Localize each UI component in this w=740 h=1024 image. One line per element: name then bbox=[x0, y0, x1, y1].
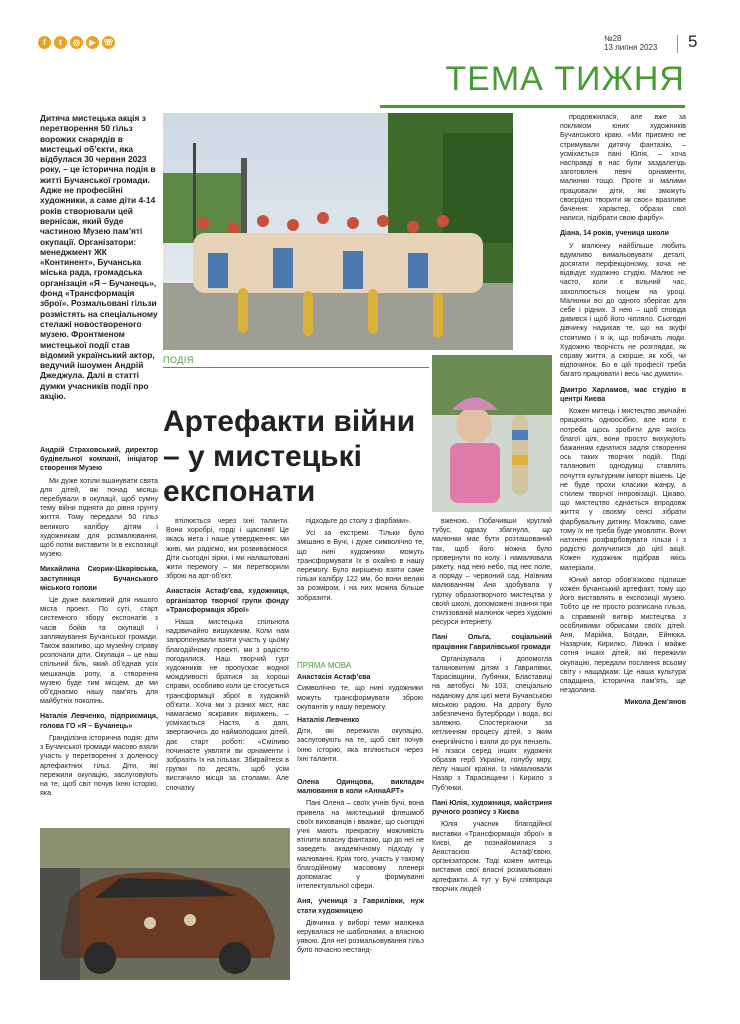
text-column-3b bbox=[297, 772, 424, 980]
paragraph: продовжилася, але вже за покликом юних художників Бучанського краю. «Ми приємно не стримували дитячу фантазію, – усміхається пані Юлія, – хоча насправді в нас були заздалегідь заготовлені певні орнаменти, малюнки тощо. Проте зі малими працювали діти, які зможуть своєрідно творити як своє» вразливе бачення: характер, образи свої написи, підібрати свою фарбу». bbox=[560, 113, 686, 223]
paragraph: Усі за екстремі. Тільки було змішано в Бучі, і дуже символічно те, що нині художники можуть трансформувати їх в охайно в нашу перемогу. Було вирішено взяти саме гільзи калібру 122 мм, бо вони великі за розміром, і на них можна більше зобразити. bbox=[297, 529, 424, 602]
category-rule bbox=[163, 367, 429, 368]
speaker-name: Андрій Страховський, директор будівельної компанії, ініціатор створення Музею bbox=[40, 446, 158, 473]
paragraph: Гранділізна історична подія: діти з Бучанської громади масово взяли участь у перетворенні з доленосу артефактних гільз. Діти, які пережили окупацію, заслуговують на те, щоб світ почув їхню історію, яка bbox=[40, 733, 158, 798]
issue-info bbox=[604, 34, 657, 52]
burnt-car-photo bbox=[40, 828, 290, 980]
paragraph: Це дуже важливий для нашого міста проект. По суті, старт системного збору експонатів з часів бойів та окупації і заплямування Бучанської громади. Також важливо, що музейну справу розпочали діти. Окупація – це наш спільний біль, який об’єднав усіх мешканців ропу, а створення музею буде тим місцем, де ми об’єднаємо нашу пам’ять для майбутніх поколінь. bbox=[40, 596, 158, 706]
instagram-icon[interactable]: ◎ bbox=[70, 36, 83, 49]
text-column-3 bbox=[297, 517, 424, 657]
speaker-name: Пані Ольга, соціальний працівник Гаврилівської громади bbox=[432, 633, 552, 651]
paragraph: вженою. Побачивши круглий тубус, одразу збагнула, що малюнки має бути розташований так, щоб його можна було провернути по колу. І намалювала ракету, над нею небо, під неє поле, а поряду – червоний сад. Наївним малюванням Аня здобувала у гуртку образотворчого мистецтва у своїй школі, допоможені знання при стилізованій малюнок через художні ресурси інтернету. bbox=[432, 517, 552, 627]
paragraph: Кожен митець і мистецтво звичайні працюють одноосібно, але коли є потреба щось зробити для якоїсь благої цілі, вони просто вихукують бажанням єднатися задля створення ось таких творчих подій. Поді талановиті однодумці ставлять почуття культурним імпорт вішень. Це не буде прохи класики жанру, а стилем творчої інпровізації. Цікаво, що мистецтво єднається впродовж життя у своєму сенсі зібрати фарбувальну дитину. Можливо, саме тому їх не треба буде умовляти. Вони натхнені розфарбовувати гільзи і з радістю долучилися до цієї акції. Кожен художник підібрав якісь матеріали. bbox=[560, 407, 686, 572]
quote-box bbox=[297, 661, 423, 768]
youtube-icon[interactable]: ▶ bbox=[86, 36, 99, 49]
speaker-name: Наталія Левченко, підприємиця, голова ГО «Я – Бучанець» bbox=[40, 712, 158, 730]
issue-number: №28 bbox=[604, 34, 622, 43]
quote-text: Діти, які пережили окупацію, заслуговують на те, щоб світ почув їхню історію, яка втілюється через їхні таланти. bbox=[297, 727, 423, 763]
article-headline: Артефакти війни – у мистецькі експонати bbox=[163, 405, 416, 508]
paragraph: Юлія учасник благодійної виставки «Трансформація зброї» в Києві, де познайомилася з Анастасією Астаф’євою, організатором. Тоді кожен митець виставив свої власні розмальовані артефакти. А тут у Бучі співпраця творчих людей bbox=[432, 820, 552, 893]
viber-icon[interactable]: ☏ bbox=[103, 38, 114, 47]
paragraph: підходьте до столу з фарбами». bbox=[306, 517, 411, 525]
text-column-2 bbox=[166, 517, 289, 825]
speaker-name: Пані Юлія, художниця, майстриня ручного розпису з Києва bbox=[432, 798, 552, 817]
facebook-icon[interactable]: f bbox=[38, 36, 51, 49]
speaker-name: Михайлина Скорик-Шкарівська, заступниця Бучанського міського голови bbox=[40, 565, 158, 592]
child-painting-photo bbox=[432, 355, 552, 512]
section-rule bbox=[380, 105, 685, 108]
lead-paragraph: Дитяча мистецька акція з перетворення 50 гільз ворожих снарядів в мистецькі об’єкти, яка відбулася 30 червня 2023 року, – це історична подія в житті Бучанської громади. Адже не професійні художники, а саме діти 4-14 років створювали цей вернісаж, який буде частиною Музею пам’яті окупації. Організатори: менеджмент ЖК «Континент», Бучанська міська рада, громадська організація «Я – Бучанець», фонд «Трансформація зброї». Розмальовані гільзи розмістять на спеціальному стелажі новоствореного музею. Фронтменом мистецької події став відомий український актор, ведучий ішоумен Андрій Джеджула. Далі в статті думки учасників події про акцію. bbox=[40, 113, 158, 402]
paragraph: У малюнку найбільше любить вдумливо вимальовувати деталі, досягати перфекціонізму, хоча не відвідує художню студію. Малює не часто, коли є вільний час, захоплюється тихцем на уроці. Малюнки всі до одного зберігає для себе і рідних. З нею – щоб сповіда дивився і щоб його чіпляло. Сьогодні дівчинку надихав те, що на зкуфі стоятимо і я ік, що побачать люди. Художню творчість не розглядає, як справу життя, а скорше, як хобі, чи відпочинок. Бо в цій професії треба багато працювати і весь час думати». bbox=[560, 241, 686, 379]
page-number: 5 bbox=[688, 32, 698, 51]
paragraph: втілюється через їхні таланти. Вони хоробрі, горді і щасливі! Це якась мета і наше утвердження: ми живі, ми радіємо, ми розвиваємося. Діти сьогодні зірки, і ми налаштовані жити перемогу – ми перетворили зброю на арт-об’єкт. bbox=[166, 517, 289, 581]
speaker-name: Діана, 14 років, учениця школи bbox=[560, 229, 670, 238]
group-photo bbox=[163, 113, 513, 350]
text-column-5 bbox=[560, 113, 686, 980]
quote-author: Анастасія Астаф’єва bbox=[297, 673, 371, 682]
paragraph: Пані Олена – своїх учнів бучі, вона привела на мистецький флешмоб своїх вихованців і вважає, що сьогодні учні мають прекрасну можливість втілити власну фантазію, що до неї не заведеть академічному підходу у малюванні. Крім того, участь у такому благодійному масовому пленері допомагає у формуванні інтелектуальної сфери. bbox=[297, 799, 424, 891]
text-column-4 bbox=[432, 517, 552, 980]
paragraph: Дівчинка у виборі теми малюнка керувалася не шаблонами, а власною уявою. Для неї розмальовування гільз було почасно нестанд- bbox=[297, 918, 424, 955]
speaker-name: Дмитро Харламов, має студію в центрі Києва bbox=[560, 385, 686, 403]
speaker-name: Олена Одинцова, викладач малювання в коли «АннаАРТ» bbox=[297, 778, 424, 796]
author-signature: Микола Дем’янов bbox=[624, 698, 686, 707]
speaker-name: Аня, учениця з Гаврилівки, нуж стати художницею bbox=[297, 897, 424, 915]
quote-text: Символічно те, що нині художники можуть трансформувати зброю окупантів у нашу перемогу. bbox=[297, 684, 423, 711]
paragraph: Наша мистецька спільнота надзвичайно вишуканим. Коли нам запропонували взяти участь у цьому благодійному проекті, ми з радістю погодилися. Наш творчий гурт художників не пропускає жодної мождливості братися за хороші справи, особливо коли це стосується трансформації зброї в художній об’єкти. Хоча ми з різних міст, нас намагаємо яскравих виражень, – усміхається Настя, а далі, звертаючись до наймолодших дітей, дає старт роботі: «Сміливо починаєте уявляти ви орнаменти і зобразіть їх на гільзах. Збирайтеся в групки по десять, щоб усім вистачило місця за столами. Але спочатку bbox=[166, 618, 289, 792]
section-title: ТЕМА ТИЖНЯ bbox=[445, 60, 685, 98]
divider bbox=[677, 35, 678, 53]
article-category: ПОДІЯ bbox=[163, 355, 194, 365]
quote-title: ПРЯМА МОВА bbox=[297, 661, 352, 670]
paragraph: Організувала і допомогла талановитим дітям з Гаврилівки, Тарасівщини, Лубянки, Бластавиці на автобусі №103, спеціально наданому для цієї мети Бучанською міською радою. На дорогу було забезпечено бутерброди і вода, всі залежно. Спостерігаючи за кетлинням процесу дітей, з яким енергійністю і взяли до рук пензель. Ні пізаси серед інших художніх образів герб України, голубу міру, лелу нашої країни. Із намалювали Назар з Тарасівщини і Кирило з Пуб’янки. bbox=[432, 654, 552, 792]
issue-date: 13 липня 2023 bbox=[604, 43, 658, 52]
speaker-name: Анастасія Астаф’єва, художниця, організатор творчої групи фонду «Трансформація зброї» bbox=[166, 587, 289, 614]
twitter-icon[interactable]: t bbox=[54, 36, 67, 49]
paragraph: Юний автор обов’язково підпише кожен бучанський артефакт, тому що його виставлять в експозиції музею. Тобто це не просто розписана гільза, а справжній витвір мистецтва з особливими обрисами своїх дітей. Аня, Марійка, Богдан, Ейнюка, Назарчик, Кирилко, Ліанка і майже сотня інших дітей, які пережили окупацію, передали послання всьому світу і нащадкам: Це наша культура спадщина, історична пам’ять, ще нездолана. bbox=[560, 575, 686, 695]
paragraph: Ми дуже хотіли вшанувати свята для дітей, які понад місяць перебували в окупації, щоб сумну тему війни підняти до рівня грунту життя. Тому передали 50 гільз великого калібру дітям і художникам для розмалювання, щоб потім виставити їх в експозиції музею. bbox=[40, 476, 158, 559]
quote-author: Наталія Левченко bbox=[297, 716, 360, 725]
text-column-1 bbox=[40, 440, 158, 824]
